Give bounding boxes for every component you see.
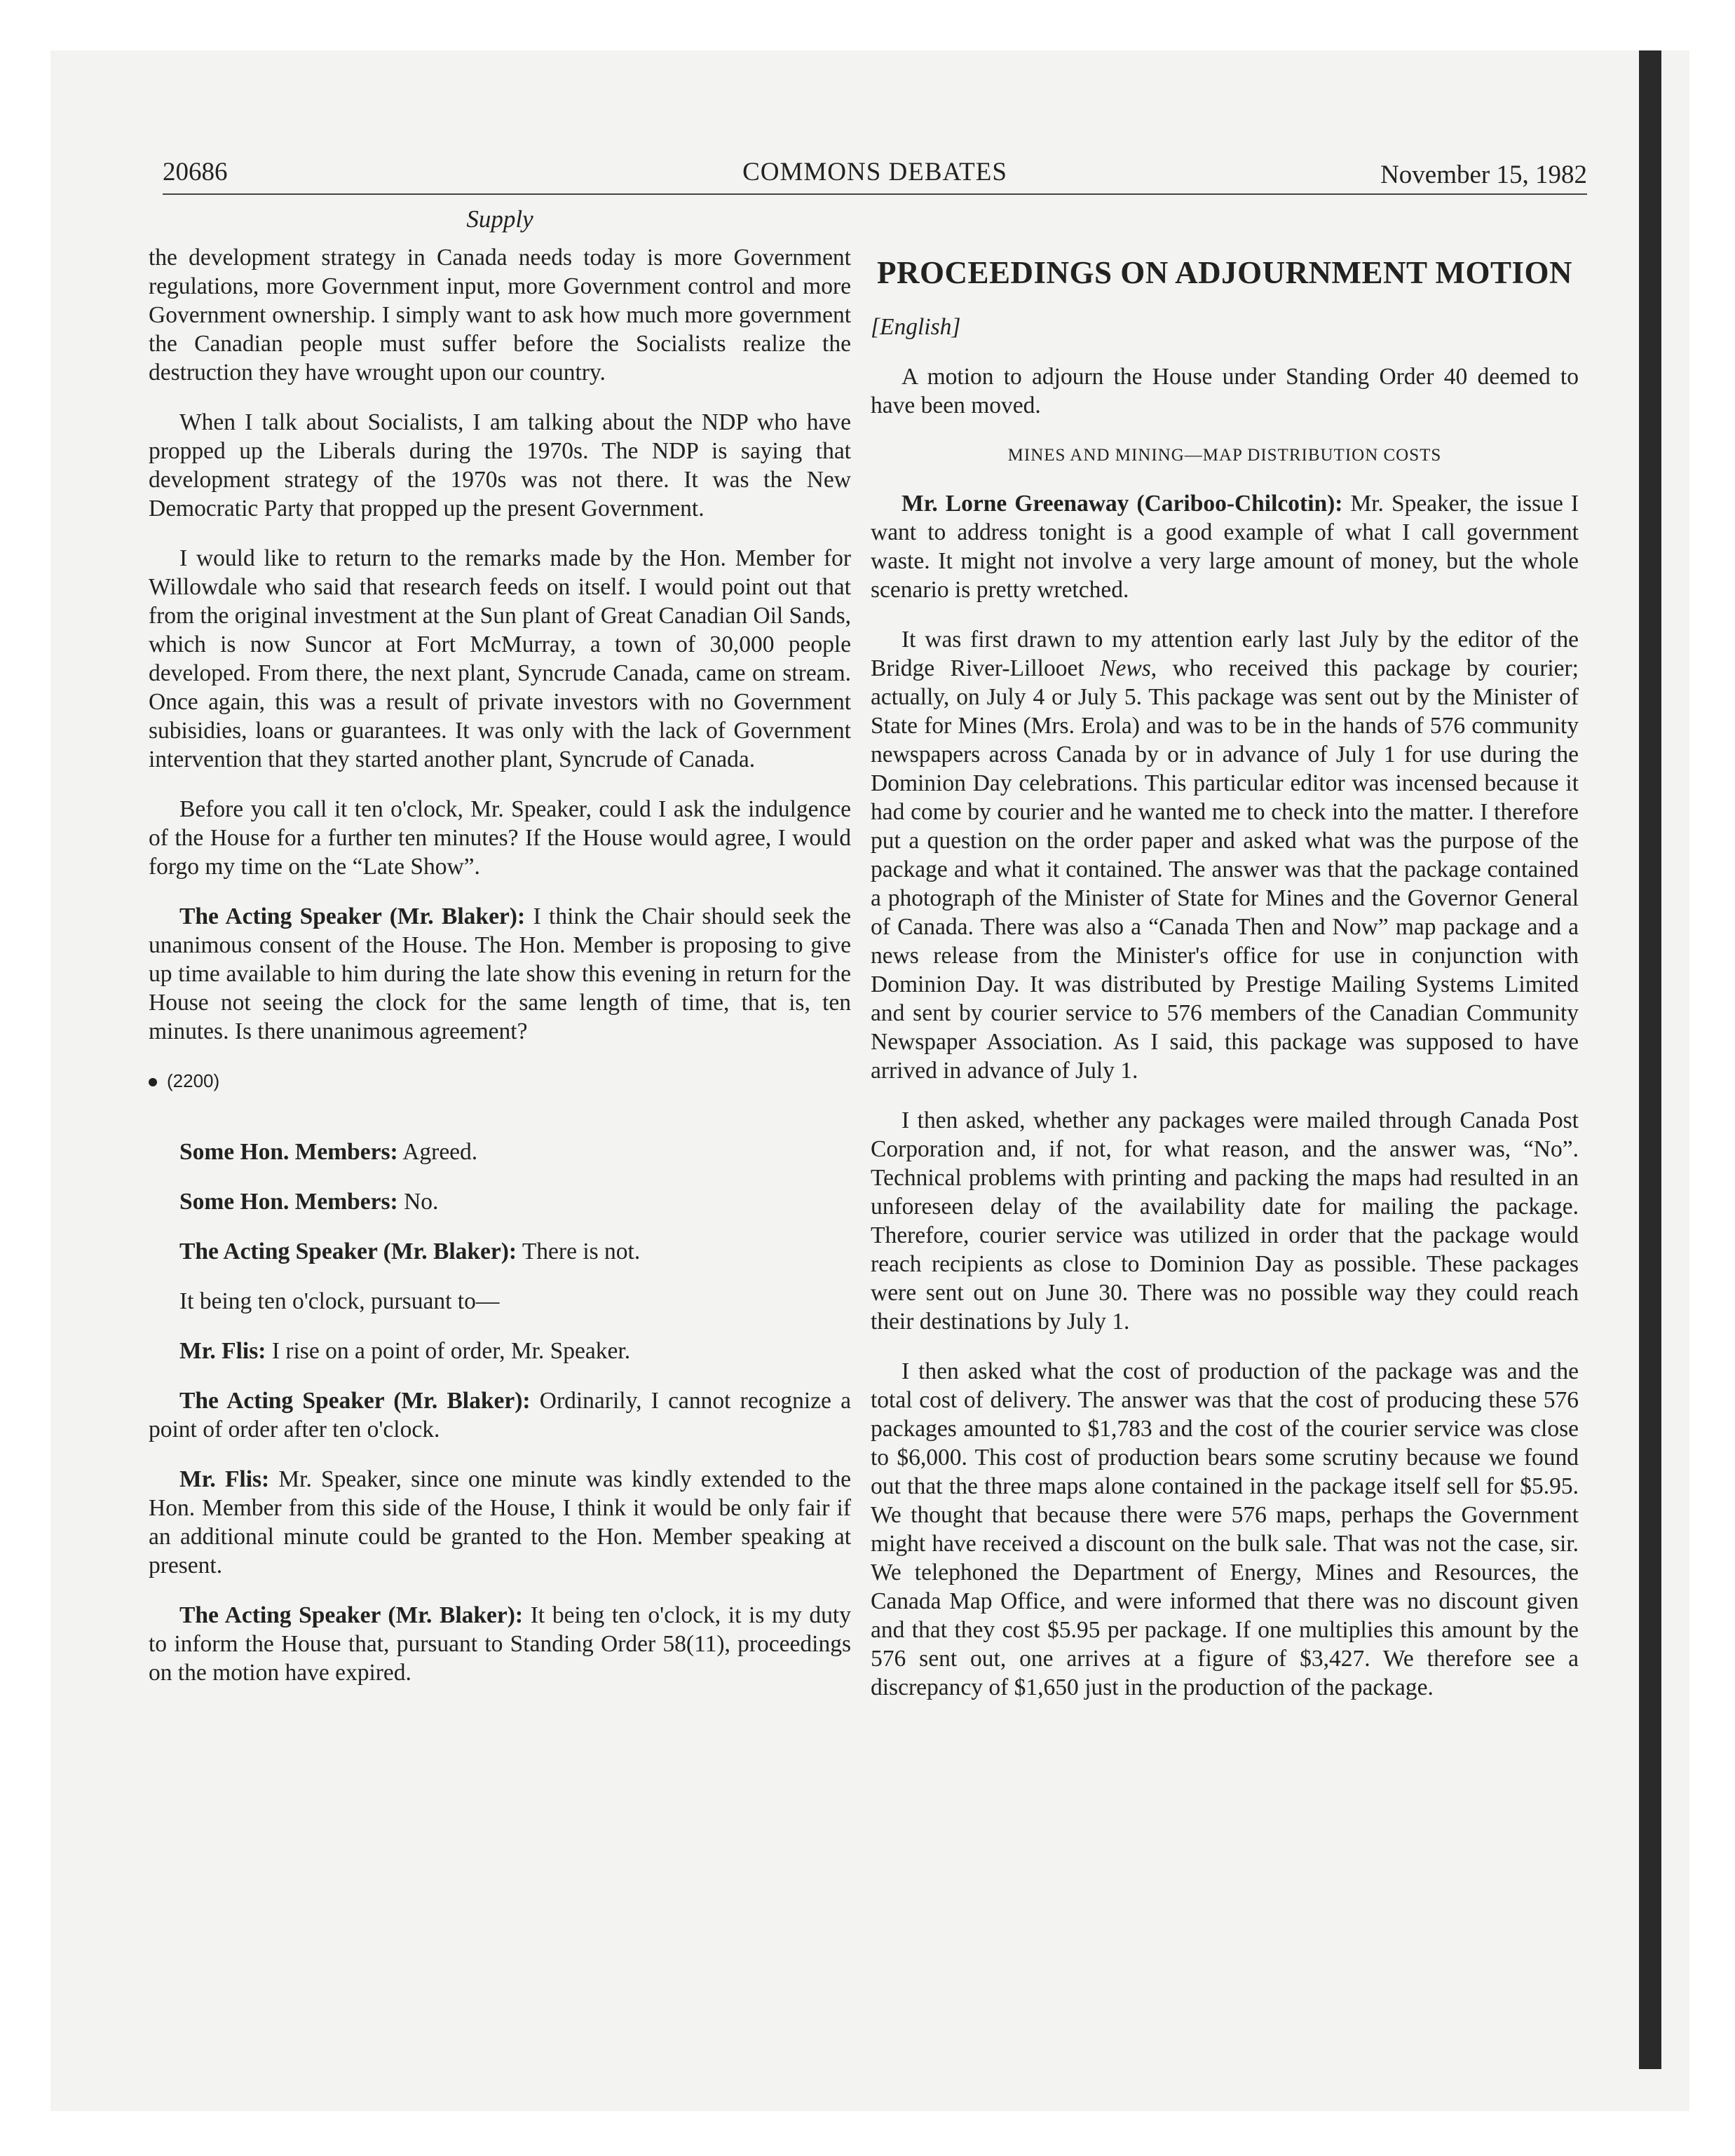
paragraph: When I talk about Socialists, I am talking about the NDP who have propped up the Liberals during the 1970s. The NDP is saying that development strategy of the 1970s was not there. It was the New Democratic Party that propped up the present Government. (149, 409, 851, 521)
paragraph: A motion to adjourn the House under Standing Order 40 deemed to have been moved. (871, 364, 1579, 418)
time-marker (149, 1067, 851, 1096)
speech-text: It being ten o'clock, it is my duty to inform the House that, pursuant to Standing Order 58(11), proceedings on the motion have expired. (149, 1602, 851, 1686)
speaker-name: The Acting Speaker (Mr. Blaker): (179, 1239, 517, 1264)
speech-text: Agreed. (397, 1139, 478, 1165)
paragraph: the development strategy in Canada needs today is more Government regulations, more Government input, more Government control and more Government ownership. I simply want to ask how much more government the Canadian people must suffer before the Socialists realize the destruction they have wrought upon our country. (149, 245, 851, 386)
speaker-name: Mr. Lorne Greenaway (Cariboo-Chilcotin): (901, 491, 1343, 517)
speech-paragraph (149, 1187, 851, 1216)
paragraph: It being ten o'clock, pursuant to— (179, 1288, 500, 1314)
speech-text: Mr. Speaker, the issue I want to address tonight is a good example of what I call government waste. It might not involve a very large amount of money, but the whole scenario is pretty wretched. (871, 491, 1579, 603)
speaker-name: Some Hon. Members: (179, 1139, 398, 1165)
speech-paragraph (149, 1337, 851, 1365)
subheading: MINES AND MINING—MAP DISTRIBUTION COSTS (1007, 446, 1442, 465)
speaker-name: Some Hon. Members: (179, 1189, 398, 1215)
publication-title: COMMONS DEBATES (742, 158, 1007, 186)
paragraph: I then asked what the cost of production of the package was and the total cost of delivery. The answer was that the cost of producing these 576 packages amounted to $1,783 and the cost of the courier service was close to $6,000. This cost of production bears some scrutiny because we found out that the three maps alone contained in the package itself sell for $5.95. We thought that because there were 576 maps, perhaps the Government might have received a discount on the bulk sale. That was not the case, sir. We telephoned the Department of Energy, Mines and Resources, the Canada Map Office, and were informed that there was no discount given and that they cost $5.95 per package. If one multiplies this amount by the 576 sent out, one arrives at a figure of $3,427. We therefore see a discrepancy of $1,650 just in the production of the package. (871, 1358, 1579, 1700)
section-heading: PROCEEDINGS ON ADJOURNMENT MOTION (877, 255, 1572, 290)
page-header (163, 157, 1587, 195)
speech-text: Ordinarily, I cannot recognize a point of order after ten o'clock. (149, 1388, 851, 1442)
paragraph: Before you call it ten o'clock, Mr. Speaker, could I ask the indulgence of the House for a further ten minutes? If the House would agree, I would forgo my time on the “Late Show”. (149, 796, 851, 880)
scan-edge-bar (1639, 50, 1661, 2069)
speech-paragraph (149, 1237, 851, 1266)
speech-paragraph (149, 1465, 851, 1580)
speech-text: There is not. (517, 1239, 641, 1264)
speech-text: I think the Chair should seek the unanimous consent of the House. The Hon. Member is proposing to give up time available to him during the late show this evening in return for the House not seeing the clock for the same length of time, that is, ten minutes. Is there unanimous agreement? (149, 903, 851, 1044)
speech-text: Mr. Speaker, since one minute was kindly extended to the Hon. Member from this side of the House, I think it would be only fair if an additional minute could be granted to the Hon. Member speaking at present. (149, 1466, 852, 1578)
speech-paragraph (149, 1138, 851, 1166)
speech-paragraph (149, 1601, 851, 1687)
speaker-name: Mr. Flis: (179, 1338, 266, 1364)
publication-date: November 15, 1982 (1380, 161, 1587, 189)
paragraph-text: , who received this package by courier; actually, on July 4 or July 5. This package was sent out by the Minister of State for Mines (Mrs. Erola) and was to be in the hands of 576 community newspapers across Canada by or in advance of July 1 for use during the Dominion Day celebrations. This particular editor was incensed because it had come by courier and he wanted me to check into the matter. I therefore put a question on the order paper and asked what was the purpose of the package and what it contained. The answer was that the package contained a photograph of the Minister of State for Mines and the Governor General of Canada. There was also a “Canada Then and Now” map package and a news release from the Minister's office for use in conjunction with Dominion Day. It was distributed by Prestige Mailing Systems Limited and sent by courier service to 576 members of the Canadian Community Newspaper Association. As I said, this package was supposed to have arrived in advance of July 1. (871, 655, 1579, 1084)
newspaper-name: News (1100, 655, 1151, 681)
speech-paragraph (149, 1386, 851, 1444)
left-column (149, 205, 851, 1708)
speaker-name: The Acting Speaker (Mr. Blaker): (179, 1602, 524, 1628)
paragraph: I would like to return to the remarks made by the Hon. Member for Willowdale who said that research feeds on itself. I would point out that from the original investment at the Sun plant of Great Canadian Oil Sands, which is now Suncor at Fort McMurray, a town of 30,000 people developed. From there, the next plant, Syncrude Canada, came on stream. Once again, this was a result of private investors with no Government subisidies, loans or guarantees. It was only with the lack of Government intervention that they started another plant, Syncrude of Canada. (149, 545, 851, 772)
paragraph (871, 625, 1579, 1085)
right-column (871, 254, 1579, 1723)
time-marker-text: (2200) (167, 1070, 220, 1091)
speaker-name: Mr. Flis: (179, 1466, 270, 1492)
speech-text: I rise on a point of order, Mr. Speaker. (266, 1338, 631, 1364)
speech-paragraph (871, 489, 1579, 604)
speaker-name: The Acting Speaker (Mr. Blaker): (179, 1388, 531, 1414)
speaker-name: The Acting Speaker (Mr. Blaker): (179, 903, 526, 929)
speech-text: No. (397, 1189, 439, 1215)
paragraph: I then asked, whether any packages were mailed through Canada Post Corporation and, if not, for what reason, and the answer was, “No”. Technical problems with printing and packing the maps had resulted in an unforeseen delay of the availability date for mailing the package. Therefore, courier service was utilized in order that the package would reach recipients as close to Dominion Day as possible. These packages were sent out on June 30. There was no possible way they could reach their destinations by July 1. (871, 1107, 1579, 1335)
bullet-icon (149, 1078, 157, 1086)
page-number: 20686 (163, 158, 228, 186)
language-marker: [English] (871, 314, 961, 340)
speech-paragraph (149, 902, 851, 1046)
section-title: Supply (466, 205, 533, 233)
paragraph-text: It was first drawn to my attention early last July by the editor of the Bridge River-Lillooet (871, 627, 1579, 681)
